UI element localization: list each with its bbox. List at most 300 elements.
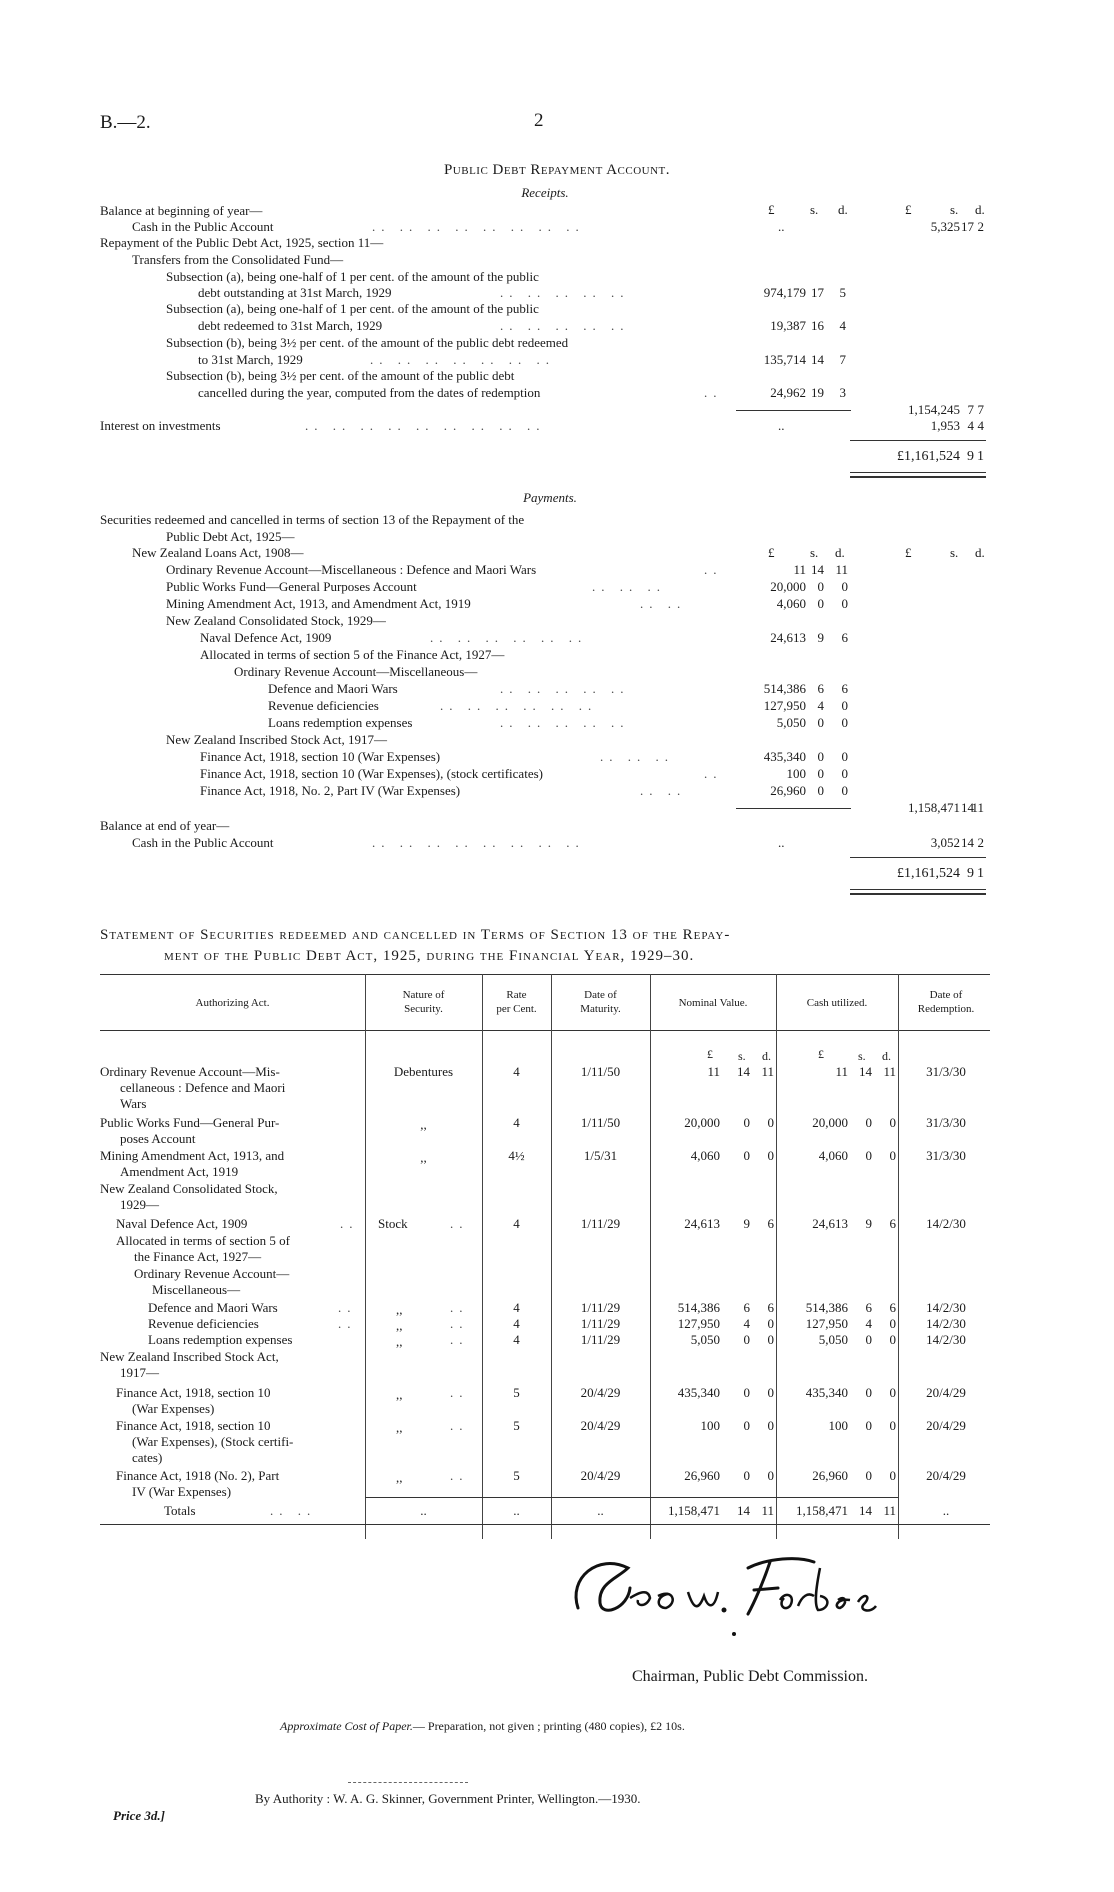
cash-end-pounds: 3,052 [930, 835, 960, 850]
row-nominal-pence: 0 [767, 1418, 774, 1433]
interest-total-pounds: 1,953 [930, 418, 960, 433]
payment-item-label: Loans redemption expenses [268, 715, 413, 730]
header-authorizing-act: Authorizing Act. [195, 997, 270, 1009]
leader-dots: .. [704, 562, 723, 577]
payment-item-label: Revenue deficiencies [268, 698, 379, 713]
row-act-line: Ordinary Revenue Account—Mis- [100, 1064, 280, 1079]
receipts-col-d-2: d. [975, 202, 985, 217]
row-cash-pence: 0 [889, 1316, 896, 1331]
row-redemption: 20/4/29 [926, 1418, 966, 1433]
column-divider [482, 974, 483, 1539]
row-redemption: 14/2/30 [926, 1216, 966, 1231]
receipt-item-pence: 4 [839, 318, 846, 333]
row-cash-pounds: 11 [835, 1064, 848, 1079]
row-redemption: 31/3/30 [926, 1115, 966, 1130]
receipts-grand-total-pence: 1 [977, 449, 984, 464]
securities-line2: Public Debt Act, 1925— [166, 529, 295, 544]
row-act-line: Finance Act, 1918, section 10 [116, 1418, 271, 1433]
leader-dots: .. [450, 1468, 469, 1483]
row-cash-pounds: 24,613 [812, 1216, 848, 1231]
payments-total-pounds: 1,158,471 [908, 800, 960, 815]
cash-total-pounds: 5,325 [930, 219, 960, 234]
row-act-line: poses Account [120, 1131, 196, 1146]
payment-item-shillings: 0 [817, 715, 824, 730]
column-divider [365, 974, 366, 1539]
interest-label: Interest on investments [100, 418, 221, 433]
row-redemption: 31/3/30 [926, 1064, 966, 1079]
row-nominal-pence: 0 [767, 1332, 774, 1347]
double-rule [850, 889, 986, 895]
payment-item-pounds: 5,050 [776, 715, 806, 730]
totals-rate: .. [513, 1503, 520, 1518]
leader-dots: .. [450, 1385, 469, 1400]
receipt-item-shillings: 17 [811, 285, 824, 300]
receipt-item-pounds: 135,714 [763, 352, 806, 367]
row-nominal-pence: 0 [767, 1115, 774, 1130]
totals-maturity: .. [597, 1503, 604, 1518]
header-rate-1: Rate [506, 989, 527, 1001]
row-maturity: 1/11/29 [580, 1300, 621, 1315]
payment-item-shillings: 0 [817, 749, 824, 764]
nominal-col-pound: £ [707, 1047, 713, 1061]
row-act-line: (War Expenses), (Stock certifi- [132, 1434, 294, 1449]
header-cash-utilized: Cash utilized. [806, 997, 868, 1009]
row-nominal-pence: 6 [767, 1300, 774, 1315]
receipts-grand-total-shillings: 9 [967, 449, 974, 464]
row-redemption: 20/4/29 [926, 1468, 966, 1483]
row-cash-shillings: 14 [859, 1064, 872, 1079]
cost-text: — Preparation, not given ; printing (480 copies), £2 10s. [412, 1719, 685, 1733]
row-nominal-pence: 0 [767, 1468, 774, 1483]
table-top-rule [100, 974, 990, 975]
row-nominal-pounds: 26,960 [684, 1468, 720, 1483]
payments-col-pound: £ [768, 545, 775, 560]
leader-dots: .. [450, 1332, 469, 1347]
row-act-line: Loans redemption expenses [148, 1332, 293, 1347]
row-maturity: 1/11/50 [580, 1115, 621, 1130]
row-redemption: 20/4/29 [926, 1385, 966, 1400]
row-act-line: New Zealand Inscribed Stock Act, [100, 1349, 279, 1364]
document-ref: B.—2. [100, 112, 151, 133]
row-cash-shillings: 0 [865, 1468, 872, 1483]
row-maturity: 20/4/29 [580, 1418, 621, 1433]
payments-total-pence: 11 [971, 800, 984, 815]
receipt-item-line1: Subsection (a), being one-half of 1 per cent. of the amount of the public [166, 301, 539, 316]
leader-dots: .. [340, 1216, 359, 1231]
nominal-col-d: d. [762, 1049, 771, 1063]
leader-dots: .. .. .. .. .. .. .. .. .. [305, 418, 546, 433]
leader-dots: .. [704, 766, 723, 781]
row-cash-pence: 11 [883, 1064, 896, 1079]
row-nominal-shillings: 0 [743, 1468, 750, 1483]
receipt-item-shillings: 16 [811, 318, 824, 333]
payment-item-label: Public Works Fund—General Purposes Account [166, 579, 417, 594]
row-act-line: New Zealand Consolidated Stock, [100, 1181, 278, 1196]
balance-beginning-label: Balance at beginning of year— [100, 203, 263, 218]
row-act-line: cellaneous : Defence and Maori [120, 1080, 286, 1095]
leader-dots: .. .. .. [592, 579, 666, 594]
row-act-line: Wars [120, 1096, 147, 1111]
row-nature: ,, [396, 1420, 403, 1435]
payments-col-d-2: d. [975, 545, 985, 560]
row-rate: 4½ [508, 1148, 525, 1163]
payment-item-pence: 6 [841, 681, 848, 696]
payment-item-pence: 0 [841, 596, 848, 611]
row-maturity: 1/11/50 [580, 1064, 621, 1079]
receipt-item-line2: debt outstanding at 31st March, 1929 [198, 285, 392, 300]
payments-col-pound-2: £ [905, 545, 912, 560]
totals-cash-pounds: 1,158,471 [796, 1503, 848, 1518]
cash-end-pence: 2 [977, 835, 984, 850]
row-act-line: 1917— [120, 1365, 159, 1380]
payment-item-pence: 0 [841, 579, 848, 594]
transfers-total-pence: 7 [977, 402, 984, 417]
subtotal-rule [736, 410, 851, 411]
row-act-line: Defence and Maori Wars [148, 1300, 278, 1315]
row-nominal-pounds: 11 [707, 1064, 720, 1079]
nominal-col-s: s. [738, 1049, 746, 1063]
receipts-grand-total-pounds: £1,161,524 [897, 449, 960, 464]
totals-nominal-pence: 11 [761, 1503, 774, 1518]
signatory-title: Chairman, Public Debt Commission. [632, 1668, 868, 1685]
row-act-line: Mining Amendment Act, 1913, and [100, 1148, 285, 1163]
receipts-col-s: s. [810, 202, 819, 217]
cash-col-d: d. [882, 1049, 891, 1063]
receipt-item-pence: 5 [839, 285, 846, 300]
leader-dots: .. .. .. .. .. [500, 285, 630, 300]
row-nominal-pounds: 24,613 [684, 1216, 720, 1231]
payment-item-label: Mining Amendment Act, 1913, and Amendment Act, 1919 [166, 596, 471, 611]
double-rule [850, 472, 986, 478]
price: Price 3d.] [113, 1808, 165, 1823]
totals-label: Totals [164, 1503, 196, 1518]
payment-item-pence: 0 [841, 698, 848, 713]
payment-item-shillings: 0 [817, 766, 824, 781]
row-rate: 4 [513, 1216, 520, 1231]
cash-public-account-label: Cash in the Public Account [132, 219, 274, 234]
row-act-line: 1929— [120, 1197, 159, 1212]
row-nominal-pounds: 514,386 [677, 1300, 720, 1315]
row-cash-pounds: 20,000 [812, 1115, 848, 1130]
receipt-item-shillings: 19 [811, 385, 824, 400]
ordinary-revenue-label: Ordinary Revenue Account—Miscellaneous— [234, 664, 478, 679]
totals-cash-pence: 11 [883, 1503, 896, 1518]
row-cash-shillings: 0 [865, 1332, 872, 1347]
row-nominal-shillings: 0 [743, 1148, 750, 1163]
leader-dots: .. [450, 1316, 469, 1331]
receipt-item-pounds: 974,179 [763, 285, 806, 300]
row-nominal-pence: 6 [767, 1216, 774, 1231]
payment-item-label: Defence and Maori Wars [268, 681, 398, 696]
row-nature: Debentures [393, 1064, 454, 1079]
row-nominal-shillings: 0 [743, 1115, 750, 1130]
row-maturity: 1/11/29 [580, 1216, 621, 1231]
transfers-label: Transfers from the Consolidated Fund— [132, 252, 344, 267]
row-nominal-shillings: 9 [743, 1216, 750, 1231]
receipt-item-pence: 7 [839, 352, 846, 367]
row-act-line: Ordinary Revenue Account— [134, 1266, 290, 1281]
row-nominal-pounds: 435,340 [677, 1385, 720, 1400]
row-act-line: IV (War Expenses) [132, 1484, 232, 1499]
row-act-line: Naval Defence Act, 1909 [116, 1216, 248, 1231]
interest-total-pence: 4 [977, 418, 984, 433]
leader-dots: .. [338, 1316, 357, 1331]
payment-item-pounds: 435,340 [763, 749, 806, 764]
total-rule [850, 440, 986, 441]
row-nominal-pence: 11 [761, 1064, 774, 1079]
column-divider [776, 974, 777, 1539]
row-nominal-shillings: 6 [743, 1300, 750, 1315]
header-nature-1: Nature of [402, 989, 445, 1001]
row-cash-shillings: 4 [865, 1316, 872, 1331]
interest-total-shillings: 4 [967, 418, 974, 433]
row-cash-pounds: 5,050 [818, 1332, 848, 1347]
payment-item-pence: 11 [835, 562, 848, 577]
row-redemption: 31/3/30 [926, 1148, 966, 1163]
payment-item-pounds: 100 [786, 766, 806, 781]
row-rate: 5 [513, 1468, 520, 1483]
leader-dots: .. .. .. .. .. .. .. .. [372, 835, 585, 850]
leader-dots: .. .. .. .. .. .. [430, 630, 588, 645]
row-rate: 4 [513, 1064, 520, 1079]
row-nominal-pounds: 100 [700, 1418, 720, 1433]
leader-dots: .. .. [270, 1503, 317, 1518]
row-nature: ,, [420, 1150, 427, 1165]
row-nominal-pence: 0 [767, 1385, 774, 1400]
payment-item-label: Naval Defence Act, 1909 [200, 630, 332, 645]
payments-col-d: d. [835, 545, 845, 560]
receipts-col-s-2: s. [950, 202, 959, 217]
row-nominal-pounds: 5,050 [690, 1332, 720, 1347]
payment-item-pounds: 20,000 [770, 579, 806, 594]
cash-col-s: s. [858, 1049, 866, 1063]
row-nominal-shillings: 4 [743, 1316, 750, 1331]
header-nature-2: Security. [404, 1003, 443, 1015]
row-redemption: 14/2/30 [926, 1300, 966, 1315]
row-redemption: 14/2/30 [926, 1316, 966, 1331]
leader-dots: .. .. .. [600, 749, 674, 764]
totals-nominal-shillings: 14 [737, 1503, 750, 1518]
row-nature: ,, [396, 1470, 403, 1485]
subtotal-rule [736, 808, 851, 809]
receipt-item-pounds: 24,962 [770, 385, 806, 400]
row-nature: ,, [396, 1387, 403, 1402]
row-act-line: Public Works Fund—General Pur- [100, 1115, 280, 1130]
statement-title-line2: ment of the Public Debt Act, 1925, during the Financial Year, 1929–30. [164, 948, 695, 964]
receipt-item-pounds: 19,387 [770, 318, 806, 333]
row-act-line: Finance Act, 1918 (No. 2), Part [116, 1468, 280, 1483]
payments-grand-total-shillings: 9 [967, 866, 974, 881]
cash-total-pence: 2 [977, 219, 984, 234]
row-act-line: cates) [132, 1450, 163, 1465]
payment-item-pounds: 26,960 [770, 783, 806, 798]
printer-authority: By Authority : W. A. G. Skinner, Government Printer, Wellington.—1930. [255, 1791, 641, 1806]
leader-dots: .. [338, 1300, 357, 1315]
payment-item-label: Finance Act, 1918, section 10 (War Expenses), (stock certificates) [200, 766, 543, 781]
receipt-item-shillings: 14 [811, 352, 824, 367]
row-cash-pence: 0 [889, 1385, 896, 1400]
header-rate-2: per Cent. [496, 1003, 537, 1015]
leader-dots: .. .. [640, 783, 687, 798]
row-rate: 4 [513, 1300, 520, 1315]
payment-item-pounds: 24,613 [770, 630, 806, 645]
payment-item-shillings: 0 [817, 783, 824, 798]
row-rate: 4 [513, 1332, 520, 1347]
row-nature: ,, [396, 1334, 403, 1349]
leader-dots: .. [450, 1300, 469, 1315]
row-nominal-shillings: 0 [743, 1385, 750, 1400]
payment-item-pounds: 127,950 [763, 698, 806, 713]
row-cash-pence: 0 [889, 1418, 896, 1433]
row-cash-pounds: 435,340 [805, 1385, 848, 1400]
row-act-line: Revenue deficiencies [148, 1316, 259, 1331]
totals-cash-shillings: 14 [859, 1503, 872, 1518]
payment-item-pence: 0 [841, 715, 848, 730]
cash-col-pound: £ [818, 1047, 824, 1061]
leader-dots: .. [704, 385, 723, 400]
row-cash-shillings: 6 [865, 1300, 872, 1315]
payment-item-pence: 0 [841, 749, 848, 764]
payment-item-shillings: 4 [817, 698, 824, 713]
table-bottom-rule [100, 1524, 990, 1525]
row-rate: 4 [513, 1115, 520, 1130]
row-cash-pence: 6 [889, 1216, 896, 1231]
cash-total-shillings: 17 [961, 219, 974, 234]
row-nominal-shillings: 0 [743, 1332, 750, 1347]
payment-item-label: Ordinary Revenue Account—Miscellaneous : Defence and Maori Wars [166, 562, 537, 577]
leader-dots: .. .. .. .. .. .. .. .. [372, 219, 585, 234]
row-act-line: the Finance Act, 1927— [134, 1249, 262, 1264]
row-nominal-pence: 0 [767, 1148, 774, 1163]
leader-dots: .. .. .. .. .. [500, 715, 630, 730]
row-nominal-pence: 0 [767, 1316, 774, 1331]
cost-of-paper [280, 1719, 685, 1734]
receipt-item-line2: debt redeemed to 31st March, 1929 [198, 318, 383, 333]
payment-item-pence: 0 [841, 766, 848, 781]
receipt-item-line1: Subsection (a), being one-half of 1 per cent. of the amount of the public [166, 269, 539, 284]
receipt-item-pence: 3 [839, 385, 846, 400]
row-rate: 4 [513, 1316, 520, 1331]
row-nominal-pounds: 127,950 [677, 1316, 720, 1331]
payments-total-shillings: 14 [961, 800, 974, 815]
row-redemption: 14/2/30 [926, 1332, 966, 1347]
leader-dots: .. .. .. .. .. [500, 681, 630, 696]
leader-dots: .. .. .. .. .. [500, 318, 630, 333]
row-maturity: 1/11/29 [580, 1316, 621, 1331]
row-cash-pounds: 100 [828, 1418, 848, 1433]
row-nominal-shillings: 14 [737, 1064, 750, 1079]
row-cash-pounds: 4,060 [818, 1148, 848, 1163]
payment-item-label: Finance Act, 1918, section 10 (War Expenses) [200, 749, 441, 764]
row-nature: Stock [378, 1216, 408, 1231]
row-act-line: (War Expenses) [132, 1401, 215, 1416]
nz-loans-act-label: New Zealand Loans Act, 1908— [132, 545, 304, 560]
cash-public-account-label: Cash in the Public Account [132, 835, 274, 850]
row-maturity: 1/5/31 [583, 1148, 618, 1163]
row-cash-shillings: 0 [865, 1385, 872, 1400]
row-cash-pence: 0 [889, 1115, 896, 1130]
leader-dots: .. [450, 1216, 469, 1231]
header-nominal-value: Nominal Value. [678, 997, 748, 1009]
totals-nature: .. [420, 1503, 427, 1518]
payments-col-s: s. [810, 545, 819, 560]
page-number: 2 [534, 110, 544, 131]
repayment-act-label: Repayment of the Public Debt Act, 1925, section 11— [100, 235, 384, 250]
row-cash-shillings: 9 [865, 1216, 872, 1231]
row-cash-pence: 0 [889, 1332, 896, 1347]
payment-item-shillings: 0 [817, 596, 824, 611]
row-nature: ,, [396, 1302, 403, 1317]
row-cash-pounds: 26,960 [812, 1468, 848, 1483]
total-rule [850, 857, 986, 858]
receipts-col-d: d. [838, 202, 848, 217]
cash-inner-dots: .. [778, 835, 785, 850]
header-redemption-1: Date of [929, 989, 963, 1001]
row-cash-pounds: 514,386 [805, 1300, 848, 1315]
row-nominal-shillings: 0 [743, 1418, 750, 1433]
transfers-total-shillings: 7 [967, 402, 974, 417]
payment-item-pence: 0 [841, 783, 848, 798]
totals-rule [365, 1497, 898, 1498]
statement-title-line1: Statement of Securities redeemed and cancelled in Terms of Section 13 of the Repay- [100, 927, 731, 943]
payment-item-pounds: 4,060 [776, 596, 806, 611]
row-cash-shillings: 0 [865, 1418, 872, 1433]
header-redemption-2: Redemption. [917, 1003, 975, 1015]
row-act-line: Allocated in terms of section 5 of [116, 1233, 291, 1248]
balance-end-label: Balance at end of year— [100, 818, 230, 833]
leader-dots: .. .. [640, 596, 687, 611]
row-nominal-pounds: 20,000 [684, 1115, 720, 1130]
receipt-item-line2: cancelled during the year, computed from the dates of redemption [198, 385, 541, 400]
row-cash-shillings: 0 [865, 1148, 872, 1163]
row-rate: 5 [513, 1385, 520, 1400]
leader-dots: .. [450, 1418, 469, 1433]
row-nature: ,, [396, 1318, 403, 1333]
column-divider [650, 974, 651, 1539]
row-act-line: Finance Act, 1918, section 10 [116, 1385, 271, 1400]
allocated-label: Allocated in terms of section 5 of the Finance Act, 1927— [200, 647, 505, 662]
payment-item-pounds: 514,386 [763, 681, 806, 696]
payment-item-shillings: 14 [811, 562, 824, 577]
row-maturity: 20/4/29 [580, 1468, 621, 1483]
row-cash-pence: 0 [889, 1468, 896, 1483]
cash-inner-dots: .. [778, 219, 785, 234]
payment-item-shillings: 9 [817, 630, 824, 645]
row-cash-shillings: 0 [865, 1115, 872, 1130]
payment-item-shillings: 6 [817, 681, 824, 696]
row-nominal-pounds: 4,060 [690, 1148, 720, 1163]
row-maturity: 1/11/29 [580, 1332, 621, 1347]
signature-image [558, 1548, 898, 1638]
cash-end-shillings: 14 [961, 835, 974, 850]
column-divider [898, 974, 899, 1539]
receipts-heading: Receipts. [521, 185, 569, 200]
row-cash-pounds: 127,950 [805, 1316, 848, 1331]
account-title: Public Debt Repayment Account. [443, 162, 671, 178]
payment-item-label: Finance Act, 1918, No. 2, Part IV (War Expenses) [200, 783, 461, 798]
receipt-item-line1: Subsection (b), being 3½ per cent. of the amount of the public debt redeemed [166, 335, 569, 350]
payments-grand-total-pence: 1 [977, 866, 984, 881]
nz-inscribed-stock-label: New Zealand Inscribed Stock Act, 1917— [166, 732, 387, 747]
securities-line1: Securities redeemed and cancelled in terms of section 13 of the Repayment of the [100, 512, 525, 527]
receipts-col-pound-2: £ [905, 202, 912, 217]
row-act-line: Amendment Act, 1919 [120, 1164, 239, 1179]
payments-heading: Payments. [523, 490, 577, 505]
transfers-total-pounds: 1,154,245 [908, 402, 960, 417]
authority-rule [348, 1782, 468, 1783]
payment-item-pence: 6 [841, 630, 848, 645]
leader-dots: .. .. .. .. .. .. .. [370, 352, 555, 367]
